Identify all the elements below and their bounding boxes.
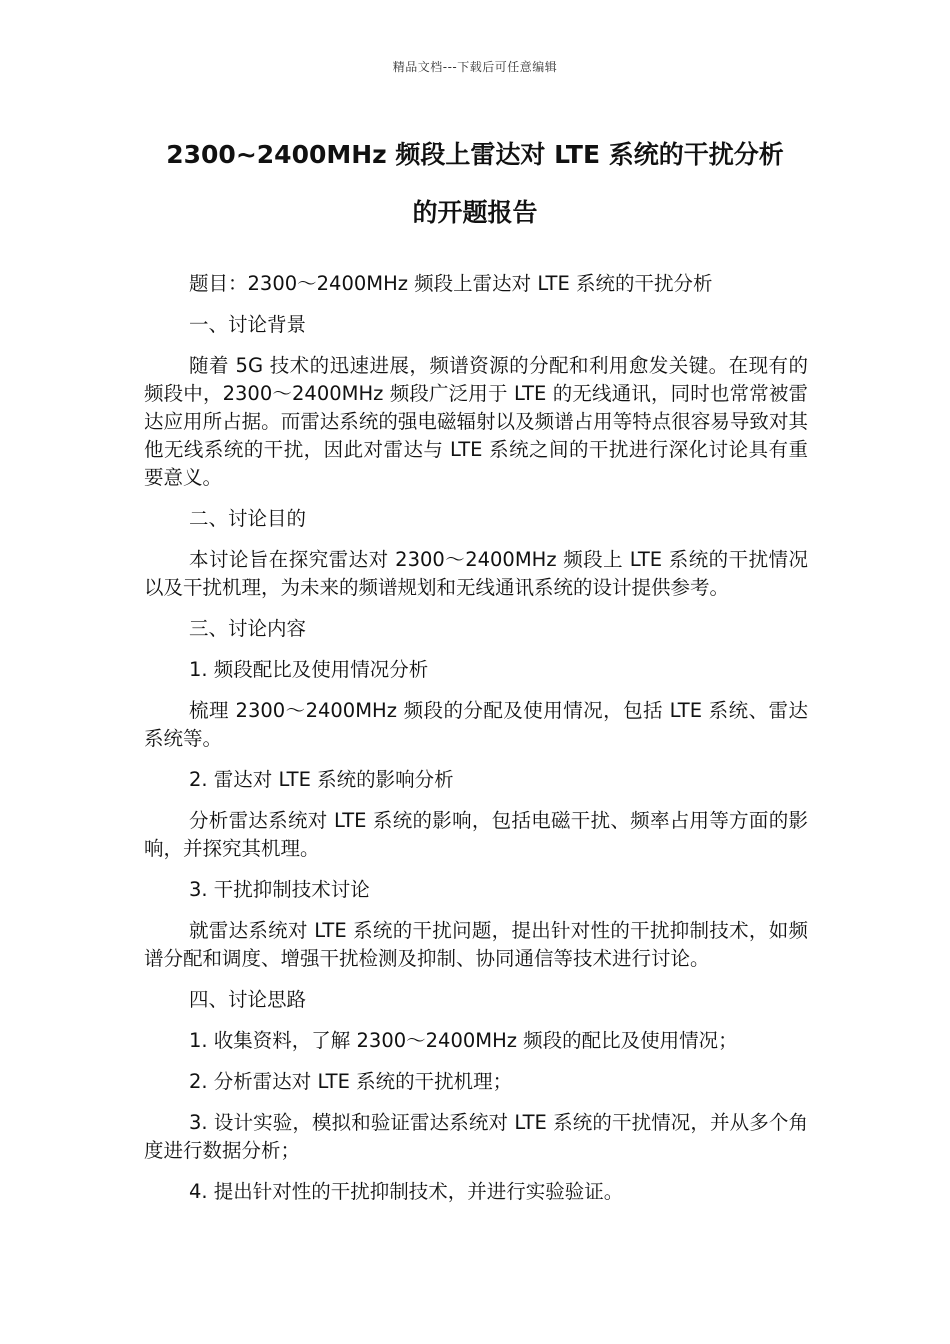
approach-step-3: 3. 设计实验，模拟和验证雷达系统对 LTE 系统的干扰情况，并从多个角度进行数据分析；	[144, 1111, 808, 1162]
purpose-paragraph: 本讨论旨在探究雷达对 2300～2400MHz 频段上 LTE 系统的干扰情况以及干扰机理，为未来的频谱规划和无线通讯系统的设计提供参考。	[144, 548, 808, 599]
header-note: 精品文档---下载后可任意编辑	[392, 60, 558, 74]
section-heading-approach: 四、讨论思路	[189, 988, 307, 1011]
document-title-line-2: 的开题报告	[412, 198, 538, 227]
section-heading-background: 一、讨论背景	[189, 313, 307, 336]
approach-step-4: 4. 提出针对性的干扰抑制技术，并进行实验验证。	[189, 1180, 624, 1203]
content-item-3-text: 就雷达系统对 LTE 系统的干扰问题，提出针对性的干扰抑制技术，如频谱分配和调度、增强干扰检测及抑制、协同通信等技术进行讨论。	[144, 919, 808, 970]
content-item-2-heading: 2. 雷达对 LTE 系统的影响分析	[189, 768, 454, 791]
section-heading-purpose: 二、讨论目的	[189, 507, 307, 530]
approach-step-1: 1. 收集资料，了解 2300～2400MHz 频段的配比及使用情况；	[189, 1029, 738, 1052]
section-heading-content: 三、讨论内容	[189, 617, 307, 640]
content-item-1-text: 梳理 2300～2400MHz 频段的分配及使用情况，包括 LTE 系统、雷达系统等。	[144, 699, 808, 750]
document-body	[144, 270, 808, 1219]
content-item-2-text: 分析雷达系统对 LTE 系统的影响，包括电磁干扰、频率占用等方面的影响，并探究其机理。	[144, 809, 808, 860]
document-title-line-1: 2300~2400MHz 频段上雷达对 LTE 系统的干扰分析	[166, 140, 784, 169]
content-item-3-heading: 3. 干扰抑制技术讨论	[189, 878, 370, 901]
background-paragraph: 随着 5G 技术的迅速进展，频谱资源的分配和利用愈发关键。在现有的频段中，2300～2400MHz 频段广泛用于 LTE 的无线通讯，同时也常常被雷达应用所占据。而雷达系统的强电磁辐射以及频谱占用等特点很容易导致对其他无线系统的干扰，因此对雷达与 LTE 系统之间的干扰进行深化讨论具有重要意义。	[144, 354, 808, 489]
content-item-1-heading: 1. 频段配比及使用情况分析	[189, 658, 429, 681]
approach-step-2: 2. 分析雷达对 LTE 系统的干扰机理；	[189, 1070, 513, 1093]
topic-line: 题目：2300～2400MHz 频段上雷达对 LTE 系统的干扰分析	[189, 272, 713, 295]
